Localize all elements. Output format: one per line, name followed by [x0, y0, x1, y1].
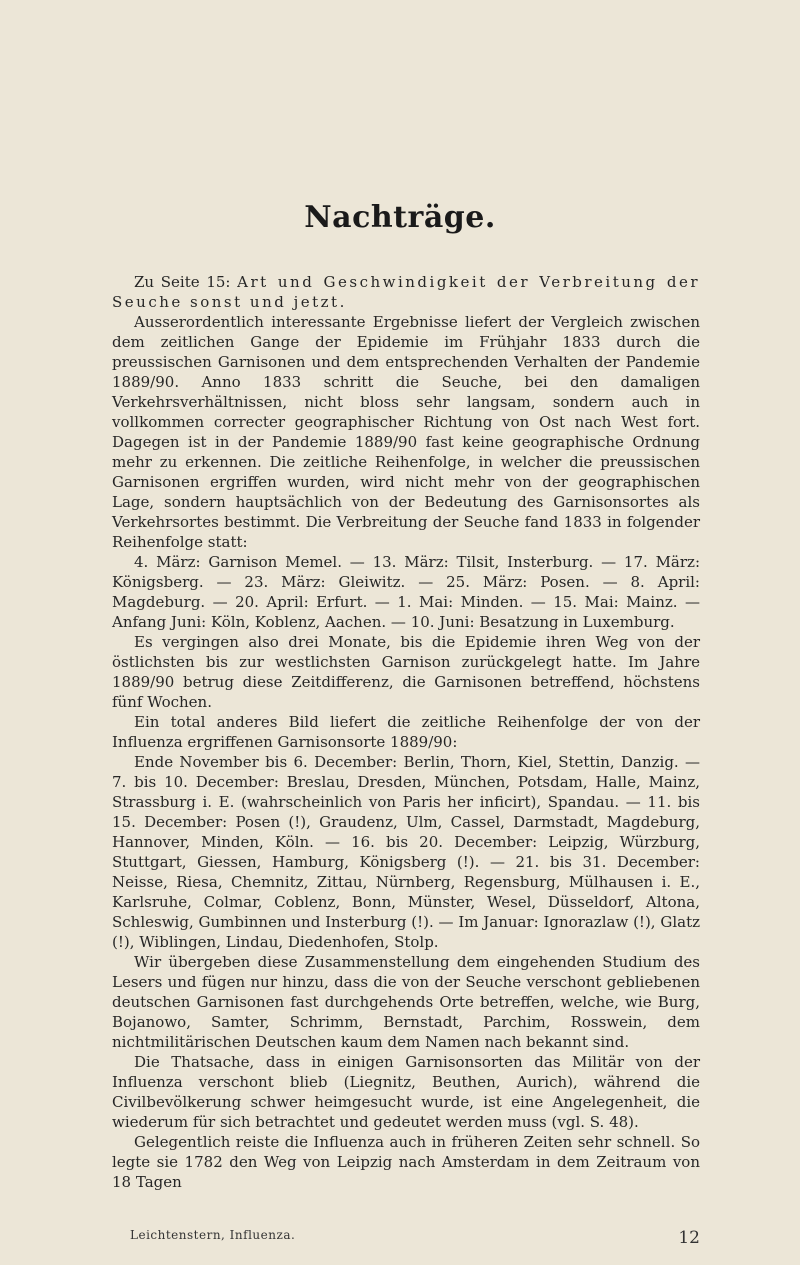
- paragraph-timeline-1833: 4. März: Garnison Memel. — 13. März: Tilsit, Insterburg. — 17. März: Königsberg. — 23. März: Gleiwitz. — 25. März: Posen. — 8. April: Magdeburg. — 20. April: Erfurt. — 1. Mai: Minden. — 15. Mai: Mainz. — Anfang Juni: Köln, Koblenz, Aachen. — 10. Juni: Besatzung in Luxemburg.: [112, 553, 700, 631]
- section-heading-paragraph: [112, 272, 700, 312]
- section-heading: Art und Geschwindigkeit der Verbreitung der Seuche sonst und jetzt.: [112, 273, 701, 311]
- running-footer-author: Leichtenstern, Influenza.: [130, 1228, 296, 1242]
- paragraph-military-spared: Die Thatsache, dass in einigen Garnisonsorten das Militär von der Influenza verschont blieb (Liegnitz, Beuthen, Aurich), während die Civilbevölkerung schwer heimgesucht wurde, ist eine Angelegenheit, die wiederum für sich betrachtet und gedeutet werden muss (vgl. S. 48).: [112, 1053, 700, 1131]
- page-title: Nachträge.: [304, 200, 496, 235]
- page-number: 12: [678, 1228, 700, 1248]
- section-reference: Zu Seite 15:: [134, 273, 238, 291]
- paragraph-earlier-times: Gelegentlich reiste die Influenza auch in früheren Zeiten sehr schnell. So legte sie 1782 den Weg von Leipzig nach Amsterdam in dem Zeitraum von 18 Tagen: [112, 1133, 700, 1191]
- paragraph-three-months: Es vergingen also drei Monate, bis die Epidemie ihren Weg von der östlichsten bis zur westlichsten Garnison zurückgelegt hatte. Im Jahre 1889/90 betrug diese Zeitdifferenz, die Garnisonen betreffend, höchstens fünf Wochen.: [112, 633, 700, 711]
- paragraph-comparison: Ausserordentlich interessante Ergebnisse liefert der Vergleich zwischen dem zeitlichen Gange der Epidemie im Frühjahr 1833 durch die preussischen Garnisonen und dem entsprechenden Verhalten der Pandemie 1889/90. Anno 1833 schritt die Seuche, bei den damaligen Verkehrsverhältnissen, nicht bloss sehr langsam, sondern auch in vollkommen correcter geographischer Richtung von Ost nach West fort. Dagegen ist in der Pandemie 1889/90 fast keine geographische Ordnung mehr zu erkennen. Die zeitliche Reihenfolge, in welcher die preussischen Garnisonen ergriffen wurden, wird nicht mehr von der geographischen Lage, sondern hauptsächlich von der Bedeutung des Garnisonsortes als Verkehrsortes bestimmt. Die Verbreitung der Seuche fand 1833 in folgender Reihenfolge statt:: [112, 313, 700, 551]
- paragraph-compilation: Wir übergeben diese Zusammenstellung dem eingehenden Studium des Lesers und fügen nur hinzu, dass die von der Seuche verschont gebliebenen deutschen Garnisonen fast durchgehends Orte betreffen, welche, wie Burg, Bojanowo, Samter, Schrimm, Bernstadt, Parchim, Rosswein, dem nichtmilitärischen Deutschen kaum dem Namen nach bekannt sind.: [112, 953, 700, 1051]
- paragraph-different-picture: Ein total anderes Bild liefert die zeitliche Reihenfolge der von der Influenza ergriffenen Garnisonsorte 1889/90:: [112, 713, 700, 751]
- body-text: [112, 272, 700, 1192]
- paragraph-timeline-1889: Ende November bis 6. December: Berlin, Thorn, Kiel, Stettin, Danzig. — 7. bis 10. December: Breslau, Dresden, München, Potsdam, Halle, Mainz, Strassburg i. E. (wahrscheinlich von Paris her inficirt), Spandau. — 11. bis 15. December: Posen (!), Graudenz, Ulm, Cassel, Darmstadt, Magdeburg, Hannover, Minden, Köln. — 16. bis 20. December: Leipzig, Würzburg, Stuttgart, Giessen, Hamburg, Königsberg (!). — 21. bis 31. December: Neisse, Riesa, Chemnitz, Zittau, Nürnberg, Regensburg, Mülhausen i. E., Karlsruhe, Colmar, Coblenz, Bonn, Münster, Wesel, Düsseldorf, Altona, Schleswig, Gumbinnen und Insterburg (!). — Im Januar: Ignorazlaw (!), Glatz (!), Wiblingen, Lindau, Diedenhofen, Stolp.: [112, 753, 700, 951]
